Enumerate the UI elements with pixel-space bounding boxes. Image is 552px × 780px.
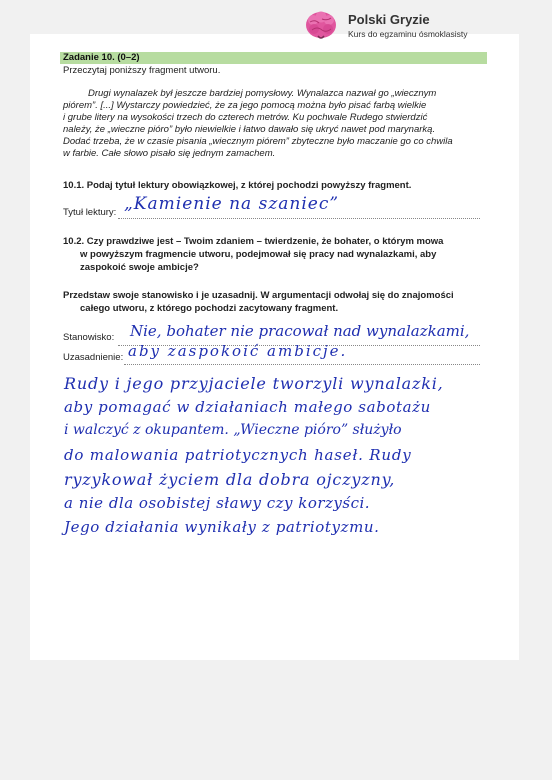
handwritten-line: aby pomagać w działaniach małego sabotażu (64, 398, 431, 416)
fragment-line: piórem”. [...] Wystarczy powiedzieć, że za jego pomocą można było pisać farbą wielkie (63, 100, 427, 111)
question-line: zaspokoić swoje ambicje? (80, 262, 199, 273)
justification-label: Uzasadnienie: (63, 352, 124, 363)
handwritten-line: i walczyć z okupantem. „Wieczne pióro” służyło (64, 422, 402, 438)
brain-icon (304, 10, 338, 42)
title-label: Tytuł lektury: (63, 207, 117, 218)
handwritten-line: Rudy i jego przyjaciele tworzyli wynalazki, (64, 374, 444, 393)
handwritten-line: ryzykował życiem dla dobra ojczyzny, (64, 470, 396, 489)
brand-header (304, 8, 544, 44)
brand-subtitle: Kurs do egzaminu ósmoklasisty (348, 29, 468, 39)
handwritten-line: Jego działania wynikały z patriotyzmu. (64, 518, 380, 536)
title-answer: „Kamienie na szaniec” (124, 194, 340, 214)
instruction-line: całego utworu, z którego pochodzi zacytowany fragment. (80, 303, 339, 314)
fragment-line: w farbie. Całe słowo pisało się jednym zamachem. (63, 148, 276, 159)
question-10-1: 10.1. Podaj tytuł lektury obowiązkowej, z której pochodzi powyższy fragment. (63, 180, 412, 191)
handwritten-line: aby zaspokoić ambicje. (128, 342, 348, 360)
fragment-line: i grube litery na wysokości trzech do czterech metrów. Ku pochwale Rudego stwierdzić (63, 112, 428, 123)
fragment-line: Drugi wynalazek był jeszcze bardziej pomysłowy. Wynalazca nazwał go „wiecznym (88, 88, 437, 99)
handwritten-line: Nie, bohater nie pracował nad wynalazkami, (130, 322, 470, 340)
instruction-line: Przedstaw swoje stanowisko i je uzasadnij. W argumentacji odwołaj się do znajomości (63, 290, 454, 301)
question-line: w powyższym fragmencie utworu, podejmował się pracy nad wynalazkami, aby (80, 249, 437, 260)
handwritten-line: do malowania patriotycznych haseł. Rudy (64, 446, 412, 464)
fragment-line: Dodać trzeba, że w czasie pisania „wiecznym piórem” zbyteczne było maczanie go co chwila (63, 136, 453, 147)
brand-title: Polski Gryzie (348, 12, 430, 27)
stance-label: Stanowisko: (63, 332, 115, 343)
question-line: 10.2. Czy prawdziwe jest – Twoim zdaniem – twierdzenie, że bohater, o którym mowa (63, 236, 444, 247)
answer-line (124, 364, 480, 365)
fragment-line: należy, że „wieczne pióro” było niewielkie i łatwo dawało się ukryć nawet pod marynarką. (63, 124, 436, 135)
answer-line (118, 218, 480, 219)
task-title: Zadanie 10. (0–2) (63, 52, 140, 63)
handwritten-line: a nie dla osobistej sławy czy korzyści. (64, 494, 371, 512)
task-instruction: Przeczytaj poniższy fragment utworu. (63, 65, 221, 76)
